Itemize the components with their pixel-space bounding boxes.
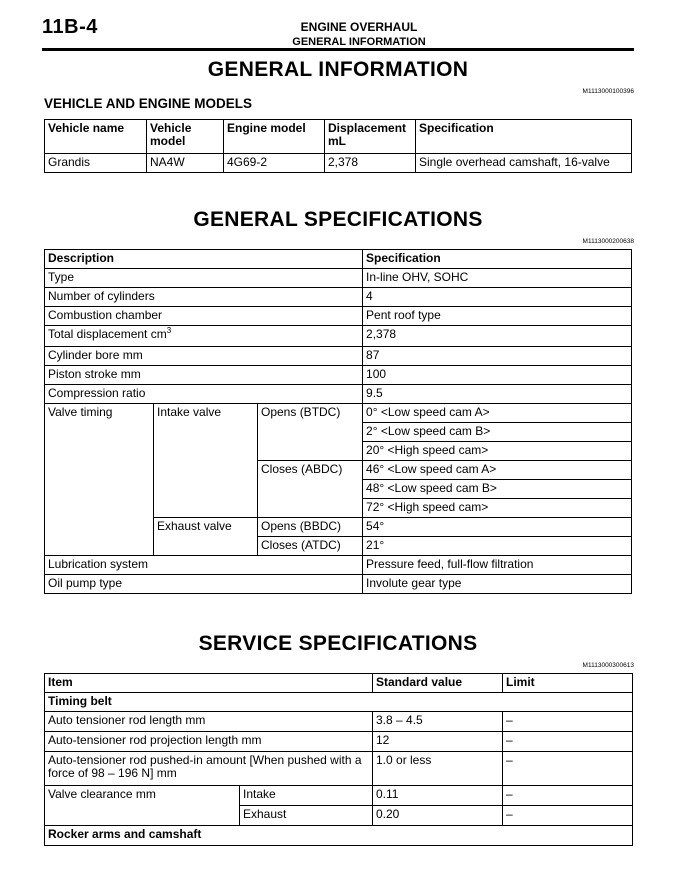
standard-value: 1.0 or less (373, 752, 503, 786)
spec-description: Piston stroke mm (45, 366, 363, 385)
displacement-label: Total displacement cm (48, 327, 167, 341)
table-row (45, 786, 633, 806)
column-header-specification: Specification (363, 250, 632, 269)
spec-value: 2,378 (363, 326, 632, 347)
item-label: Auto-tensioner rod pushed-in amount [When pushed with a force of 98 – 196 N] mm (45, 752, 373, 786)
column-header: Vehicle model (147, 120, 224, 154)
general-specifications-code: M1113000200638 (582, 238, 634, 245)
spec-description: Cylinder bore mm (45, 347, 363, 366)
cell: 4G69-2 (224, 154, 325, 173)
table-row (45, 288, 632, 307)
table-row (45, 347, 632, 366)
service-specifications-code: M1113000300613 (582, 662, 634, 669)
limit-value: – (503, 806, 633, 826)
spec-description (45, 326, 363, 347)
exhaust-valve-label: Exhaust valve (154, 518, 258, 556)
column-header-item: Item (45, 674, 373, 693)
column-header-description: Description (45, 250, 363, 269)
intake-opens-label: Opens (BTDC) (258, 404, 363, 461)
table-row (45, 404, 632, 423)
valve-timing-label: Valve timing (45, 404, 154, 556)
column-header: Displacement mL (325, 120, 416, 154)
spec-value: 54° (363, 518, 632, 537)
limit-value: – (503, 752, 633, 786)
spec-description: Lubrication system (45, 556, 363, 575)
general-specifications-title: GENERAL SPECIFICATIONS (193, 208, 483, 231)
cell: 2,378 (325, 154, 416, 173)
spec-value: 0° <Low speed cam A> (363, 404, 632, 423)
standard-value: 12 (373, 732, 503, 752)
section-title: GENERAL INFORMATION (292, 36, 426, 48)
intake-closes-label: Closes (ABDC) (258, 461, 363, 518)
cell: Single overhead camshaft, 16-valve (416, 154, 632, 173)
item-label: Auto tensioner rod length mm (45, 712, 373, 732)
page-number: 11B-4 (42, 16, 98, 38)
table-row (45, 712, 633, 732)
sub-item-label: Exhaust (240, 806, 373, 826)
table-header-row (45, 250, 632, 269)
limit-value: – (503, 786, 633, 806)
cell: NA4W (147, 154, 224, 173)
table-header-row (45, 120, 632, 154)
general-information-code: M1113000100396 (582, 88, 634, 95)
column-header-standard: Standard value (373, 674, 503, 693)
table-row (45, 326, 632, 347)
column-header: Engine model (224, 120, 325, 154)
group-row (45, 693, 633, 712)
table-row (45, 269, 632, 288)
spec-description: Compression ratio (45, 385, 363, 404)
column-header: Vehicle name (45, 120, 147, 154)
unit-superscript: 3 (166, 326, 172, 335)
spec-value: 100 (363, 366, 632, 385)
spec-description: Oil pump type (45, 575, 363, 594)
standard-value: 0.20 (373, 806, 503, 826)
group-row (45, 826, 633, 846)
vehicle-models-table (44, 119, 632, 173)
table-row (45, 752, 633, 786)
vehicle-engine-models-subtitle: VEHICLE AND ENGINE MODELS (44, 96, 253, 111)
spec-value: Pressure feed, full-flow filtration (363, 556, 632, 575)
table-row (45, 366, 632, 385)
spec-value: 48° <Low speed cam B> (363, 480, 632, 499)
column-header-limit: Limit (503, 674, 633, 693)
spec-value: 2° <Low speed cam B> (363, 423, 632, 442)
spec-value: 20° <High speed cam> (363, 442, 632, 461)
spec-description: Type (45, 269, 363, 288)
sub-item-label: Intake (240, 786, 373, 806)
spec-value: 72° <High speed cam> (363, 499, 632, 518)
exhaust-opens-label: Opens (BBDC) (258, 518, 363, 537)
standard-value: 3.8 – 4.5 (373, 712, 503, 732)
standard-value: 0.11 (373, 786, 503, 806)
service-specifications-title: SERVICE SPECIFICATIONS (198, 632, 478, 655)
item-label: Valve clearance mm (45, 786, 240, 826)
spec-value: 21° (363, 537, 632, 556)
group-timing-belt: Timing belt (45, 693, 633, 712)
group-rocker-arms: Rocker arms and camshaft (45, 826, 633, 846)
table-row (45, 575, 632, 594)
cell: Grandis (45, 154, 147, 173)
limit-value: – (503, 732, 633, 752)
spec-description: Number of cylinders (45, 288, 363, 307)
table-row (45, 385, 632, 404)
header-rule (42, 48, 634, 51)
chapter-title: ENGINE OVERHAUL (300, 20, 418, 34)
general-specifications-table (44, 249, 632, 594)
limit-value: – (503, 712, 633, 732)
spec-value: Involute gear type (363, 575, 632, 594)
spec-value: Pent roof type (363, 307, 632, 326)
item-label: Auto-tensioner rod projection length mm (45, 732, 373, 752)
intake-valve-label: Intake valve (154, 404, 258, 518)
table-row (45, 556, 632, 575)
spec-value: 9.5 (363, 385, 632, 404)
column-header: Specification (416, 120, 632, 154)
table-row (45, 307, 632, 326)
table-row (45, 154, 632, 173)
general-information-title: GENERAL INFORMATION (207, 58, 469, 81)
table-header-row (45, 674, 633, 693)
spec-value: 4 (363, 288, 632, 307)
exhaust-closes-label: Closes (ATDC) (258, 537, 363, 556)
spec-value: 46° <Low speed cam A> (363, 461, 632, 480)
spec-value: In-line OHV, SOHC (363, 269, 632, 288)
table-row (45, 732, 633, 752)
spec-description: Combustion chamber (45, 307, 363, 326)
service-specifications-table (44, 673, 633, 846)
spec-value: 87 (363, 347, 632, 366)
